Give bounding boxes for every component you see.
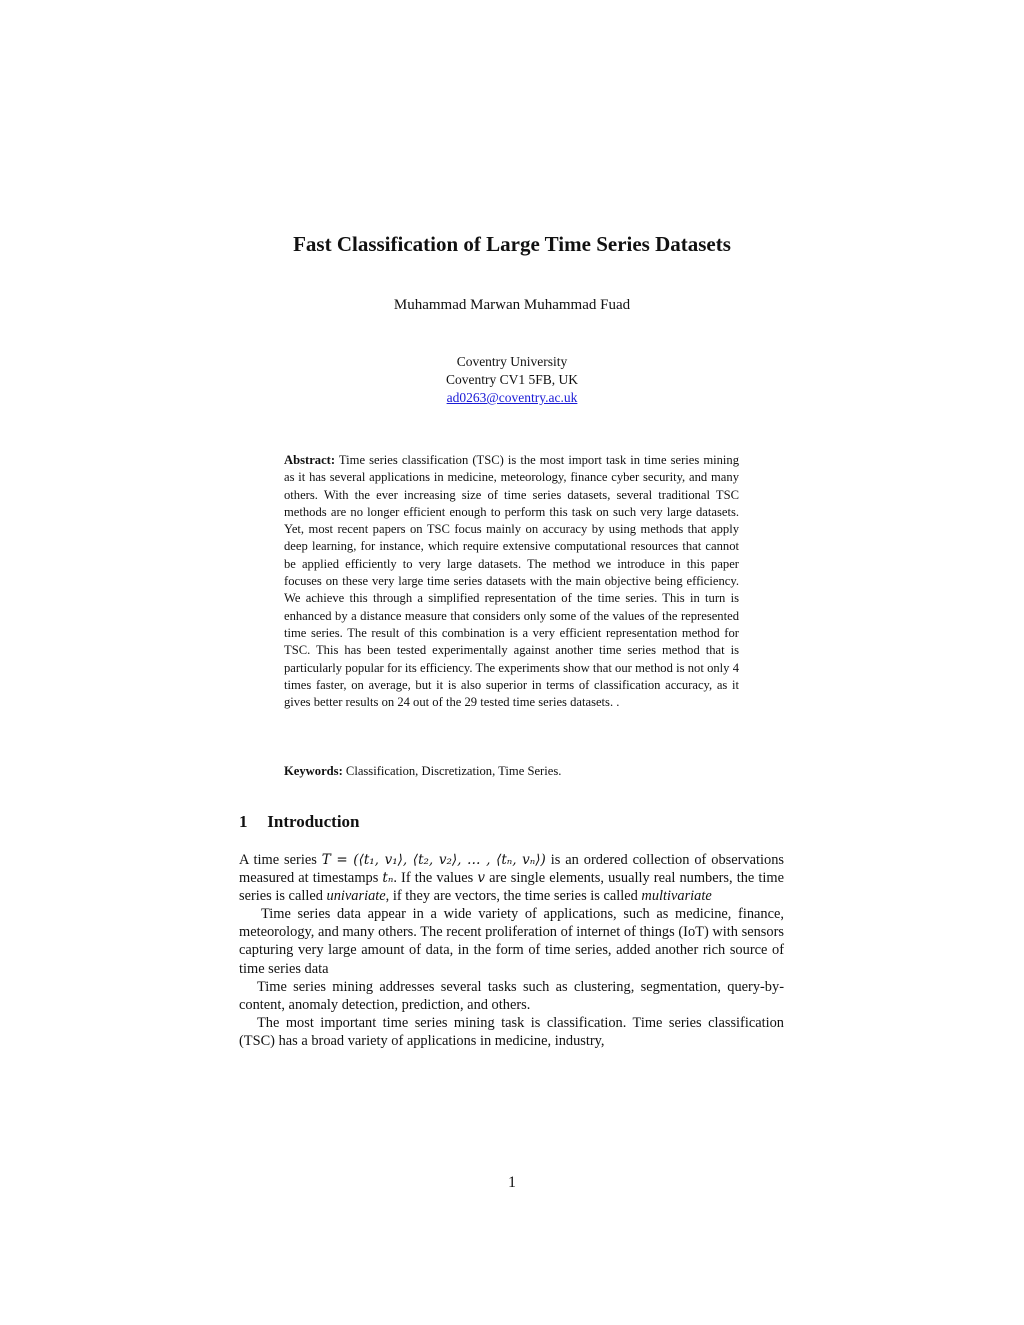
address: Coventry CV1 5FB, UK bbox=[445, 372, 578, 387]
abstract bbox=[284, 452, 739, 711]
abstract-label: Abstract: bbox=[284, 453, 336, 467]
intro-paragraph-3: Time series mining addresses several tasks such as clustering, segmentation, query-by-content, anomaly detection, prediction, and others. bbox=[239, 978, 784, 1013]
text-run: . If the values bbox=[393, 870, 478, 887]
affiliation bbox=[0, 353, 1024, 407]
keywords-label: Keywords: bbox=[284, 764, 343, 778]
intro-paragraph-4: The most important time series mining task is classification. Time series classification (TSC) has a broad variety of applications in medicine, industry, bbox=[239, 1014, 784, 1049]
text-run: A time series bbox=[239, 852, 322, 868]
time-series-formula: T = (⟨t₁, v₁⟩, ⟨t₂, v₂⟩, … , ⟨tₙ, vₙ⟩) bbox=[321, 852, 546, 868]
paper-title: Fast Classification of Large Time Series Datasets bbox=[293, 232, 731, 256]
page-number: 1 bbox=[508, 1174, 516, 1191]
section-heading bbox=[239, 812, 360, 832]
keywords bbox=[284, 764, 739, 779]
intro-paragraph-1 bbox=[239, 851, 784, 905]
text-run: , if they are vectors, the time series is called bbox=[385, 888, 642, 905]
section-title: Introduction bbox=[267, 812, 360, 831]
univariate-term: univariate bbox=[326, 888, 386, 905]
text-run: are single elements, usually real numbers, the time series is called bbox=[239, 870, 784, 905]
timestamp-symbol: tₙ bbox=[382, 870, 394, 887]
author-name: Muhammad Marwan Muhammad Fuad bbox=[393, 297, 631, 313]
institution: Coventry University bbox=[456, 354, 568, 369]
multivariate-term: multivariate bbox=[641, 888, 712, 905]
value-symbol: v bbox=[477, 870, 485, 887]
keywords-text: Classification, Discretization, Time Series. bbox=[345, 764, 562, 778]
intro-paragraph-2: Time series data appear in a wide variety of applications, such as medicine, finance, meteorology, and many others. The recent proliferation of internet of things (IoT) with sensors capturing very large amount of data, in the form of time series, added another rich source of time series data bbox=[239, 906, 784, 977]
abstract-text: Time series classification (TSC) is the most import task in time series mining as it has several applications in medicine, meteorology, finance cyber security, and many others. With the ever increasing size of time series datasets, several traditional TSC methods are no longer efficient enough to perform this task on such very large datasets. Yet, most recent papers on TSC focus mainly on accuracy by using methods that apply deep learning, for instance, which require extensive computational resources that cannot be applied efficiently to very large datasets. The method we introduce in this paper focuses on these very large time series datasets with the main objective being efficiency. We achieve this through a simplified representation of the time series. This in turn is enhanced by a distance measure that considers only some of the values of the represented time series. The result of this combination is a very efficient representation method for TSC. This has been tested experimentally against another time series method that is particularly popular for its efficiency. The experiments show that our method is not only 4 times faster, on average, but it is also superior in terms of classification accuracy, as it gives better results on 24 out of the 29 tested time series datasets. . bbox=[284, 453, 740, 710]
email-link[interactable]: ad0263@coventry.ac.uk bbox=[446, 390, 578, 405]
section-number: 1 bbox=[239, 812, 248, 831]
text-run: is an ordered collection of observations measured at timestamps bbox=[239, 852, 784, 887]
introduction-body bbox=[239, 851, 784, 1050]
